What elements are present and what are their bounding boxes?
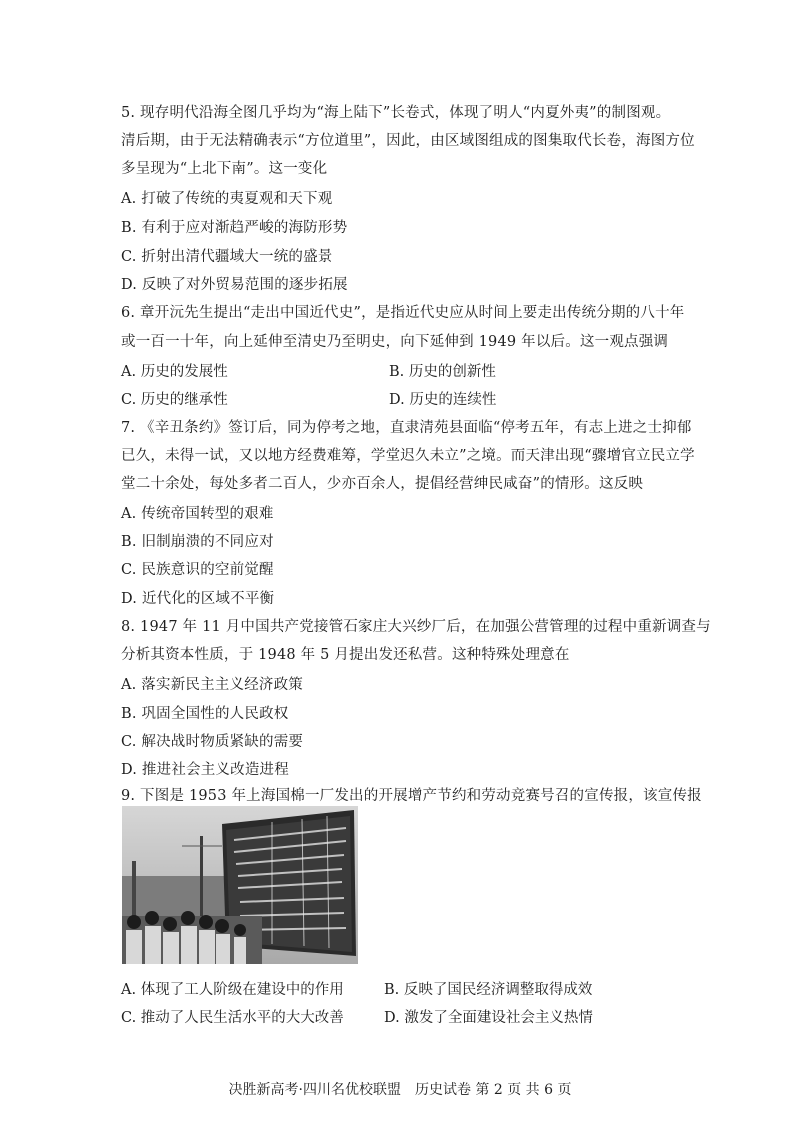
q9-stem-line-1: 9. 下图是 1953 年上海国棉一厂发出的开展增产节约和劳动竞赛号召的宣传报，该宣传报 bbox=[121, 788, 702, 804]
q6-option-a: A. 历史的发展性 bbox=[121, 364, 228, 380]
q7-option-d: D. 近代化的区域不平衡 bbox=[121, 591, 275, 607]
q5-stem-line-1: 5. 现存明代沿海全图几乎均为“海上陆下”长卷式，体现了明人“内夏外夷”的制图观。 bbox=[121, 105, 671, 121]
q5-stem-line-2: 清后期，由于无法精确表示“方位道里”，因此，由区域图组成的图集取代长卷，海图方位 bbox=[121, 133, 695, 149]
propaganda-poster-photo bbox=[122, 806, 358, 964]
q5-option-d: D. 反映了对外贸易范围的逐步拓展 bbox=[121, 277, 348, 293]
q6-stem-line-1: 6. 章开沅先生提出“走出中国近代史”，是指近代史应从时间上要走出传统分期的八十年 bbox=[121, 305, 685, 321]
q5-option-c: C. 折射出清代疆域大一统的盛景 bbox=[121, 249, 333, 265]
q7-stem-line-3: 堂二十余处，每处多者二百人，少亦百余人，提倡经营绅民咸奋”的情形。这反映 bbox=[121, 476, 644, 492]
page-footer: 决胜新高考·四川名优校联盟 历史试卷 第 2 页 共 6 页 bbox=[228, 1082, 572, 1098]
q7-option-a: A. 传统帝国转型的艰难 bbox=[121, 506, 274, 522]
q7-option-b: B. 旧制崩溃的不同应对 bbox=[121, 534, 274, 550]
q9-option-c: C. 推动了人民生活水平的大大改善 bbox=[121, 1010, 344, 1026]
q8-stem-line-2: 分析其资本性质，于 1948 年 5 月提出发还私营。这种特殊处理意在 bbox=[121, 647, 570, 663]
q8-option-b: B. 巩固全国性的人民政权 bbox=[121, 706, 289, 722]
q9-option-d: D. 激发了全面建设社会主义热情 bbox=[384, 1010, 593, 1026]
q5-option-a: A. 打破了传统的夷夏观和天下观 bbox=[121, 191, 333, 207]
q7-stem-line-2: 已久，未得一试，又以地方经费难筹，学堂迟久未立”之境。而天津出现“骤增官立民立学 bbox=[121, 448, 695, 464]
q9-option-a: A. 体现了工人阶级在建设中的作用 bbox=[121, 982, 344, 998]
q6-stem-line-2: 或一百一十年，向上延伸至清史乃至明史，向下延伸到 1949 年以后。这一观点强调 bbox=[121, 334, 669, 350]
q7-stem-line-1: 7. 《辛丑条约》签订后，同为停考之地，直隶清苑县面临“停考五年，有志上进之士抑郁 bbox=[121, 420, 692, 436]
q8-option-c: C. 解决战时物质紧缺的需要 bbox=[121, 734, 304, 750]
q6-option-c: C. 历史的继承性 bbox=[121, 392, 228, 408]
q6-option-b: B. 历史的创新性 bbox=[389, 364, 496, 380]
q5-stem-line-3: 多呈现为“上北下南”。这一变化 bbox=[121, 161, 328, 177]
q6-option-d: D. 历史的连续性 bbox=[389, 392, 497, 408]
q8-option-d: D. 推进社会主义改造进程 bbox=[121, 762, 289, 778]
q7-option-c: C. 民族意识的空前觉醒 bbox=[121, 562, 274, 578]
q8-stem-line-1: 8. 1947 年 11 月中国共产党接管石家庄大兴纱厂后，在加强公营管理的过程中重新调查与 bbox=[121, 619, 711, 635]
q5-option-b: B. 有利于应对渐趋严峻的海防形势 bbox=[121, 220, 348, 236]
q8-option-a: A. 落实新民主主义经济政策 bbox=[121, 677, 303, 693]
q9-option-b: B. 反映了国民经济调整取得成效 bbox=[384, 982, 593, 998]
